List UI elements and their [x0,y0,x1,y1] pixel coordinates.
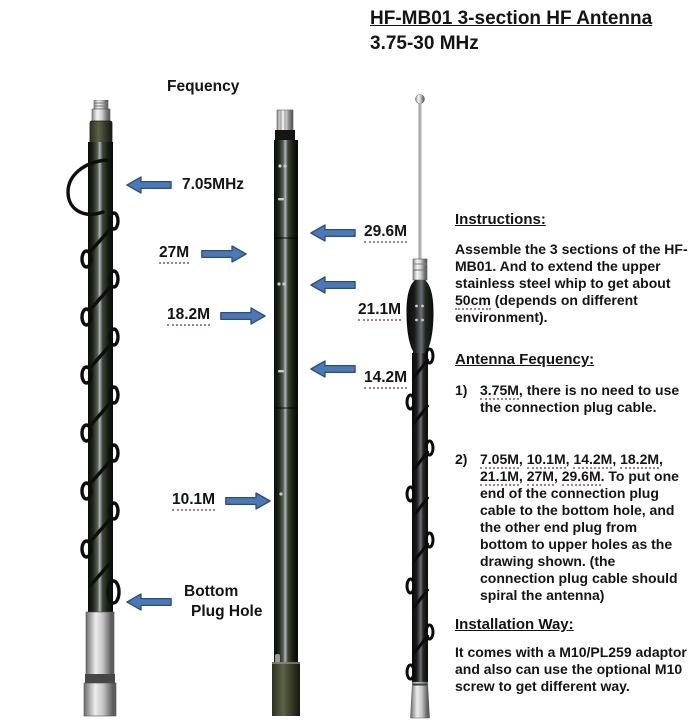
arrow-left-icon [126,593,172,611]
text-fragment: 18.2M [620,451,660,467]
text-fragment: , there is no need to use the connection plug cable. [480,382,680,415]
callout-label: 7.05MHz [182,176,245,193]
text-fragment: Assemble the 3 sections of the HF-MB01. And to extend the upper stainless steel whip to get about [455,241,688,291]
callout-bottom-plug-hole [126,582,262,622]
installation-heading: Installation Way: [455,616,574,633]
antenna3-body [407,280,434,354]
page-title-line2: 3.75-30 MHz [370,33,479,54]
text-fragment: 14.2M [573,451,613,467]
antenna-frequency-heading: Antenna Fequency: [455,351,595,368]
callout-label: 10.1M [172,491,215,511]
antenna3-collar [413,259,427,280]
text-fragment: , [518,468,527,484]
text-fragment: , [553,468,562,484]
installation-body: It comes with a M10/PL259 adaptor and also can use the optional M10 screw to get different way. [455,644,687,694]
text-fragment: . To put one end of the connection plug cable to the bottom hole, and the other end plug from bottom to upper holes as the drawing shown. (the connection plug cable should spiral the antenna) [480,468,679,603]
antenna2-top-tip [275,110,295,142]
text-fragment: 21.1M [480,468,519,484]
text-fragment: , [518,451,527,467]
instructions-body [455,241,690,326]
whip-ball-tip [416,95,425,104]
callout-label: 18.2M [167,306,210,326]
instructions-heading: Instructions: [455,211,546,228]
item-body [480,382,686,416]
arrow-left-icon [310,224,356,242]
arrow-left-icon [310,276,356,294]
frequency-list-item-2 [455,451,686,604]
callout-14-2m [310,360,407,389]
antenna-section1-image [55,100,125,718]
callout-18-2m [167,306,266,326]
callout-label: 27M [159,244,189,264]
callout-29-6m [310,223,407,243]
callout-21-1m [310,276,401,321]
item-number: 2) [455,451,468,467]
callout-27m [159,244,247,264]
callout-7-05mhz [126,176,244,194]
callout-label: 29.6M [364,223,407,243]
antenna1-top-connector [90,100,112,144]
text-fragment: 10.1M [526,451,566,467]
arrow-left-icon [310,360,356,378]
callout-label [184,582,262,622]
page-title-line1: HF-MB01 3-section HF Antenna [370,8,653,29]
antenna3-bottom-chrome [411,682,430,718]
antenna-section3-image [395,92,443,720]
item-number: 1) [455,382,468,398]
antenna-section2-image [258,108,308,718]
text-fragment: 7.05M [480,451,519,467]
callout-label: 21.1M [358,301,401,321]
page-title [370,6,652,56]
callout-10-1m [172,491,271,511]
frequency-list-item-1 [455,382,686,416]
item-body [480,451,686,604]
text-fragment: 3.75M [480,382,519,398]
antenna2-bottom-section [272,654,300,716]
whip-rod [419,103,422,260]
callout-label: 14.2M [364,369,407,389]
arrow-right-icon [225,492,271,510]
arrow-right-icon [201,245,247,263]
callout-label-line2: Plug Hole [191,603,263,620]
text-fragment: , [612,451,621,467]
antenna1-bottom-chrome [84,612,116,716]
arrow-right-icon [220,307,266,325]
text-fragment: 29.6M [561,468,601,484]
antenna2-pole [274,140,298,662]
text-fragment: , [659,451,663,467]
text-fragment: 50cm [455,292,491,308]
arrow-left-icon [126,176,172,194]
text-fragment: (depends on different environment). [455,292,638,325]
text-fragment: 27M [526,468,554,484]
text-fragment: , [565,451,574,467]
frequency-column-header: Fequency [167,78,240,95]
callout-label-line1: Bottom [184,583,239,600]
